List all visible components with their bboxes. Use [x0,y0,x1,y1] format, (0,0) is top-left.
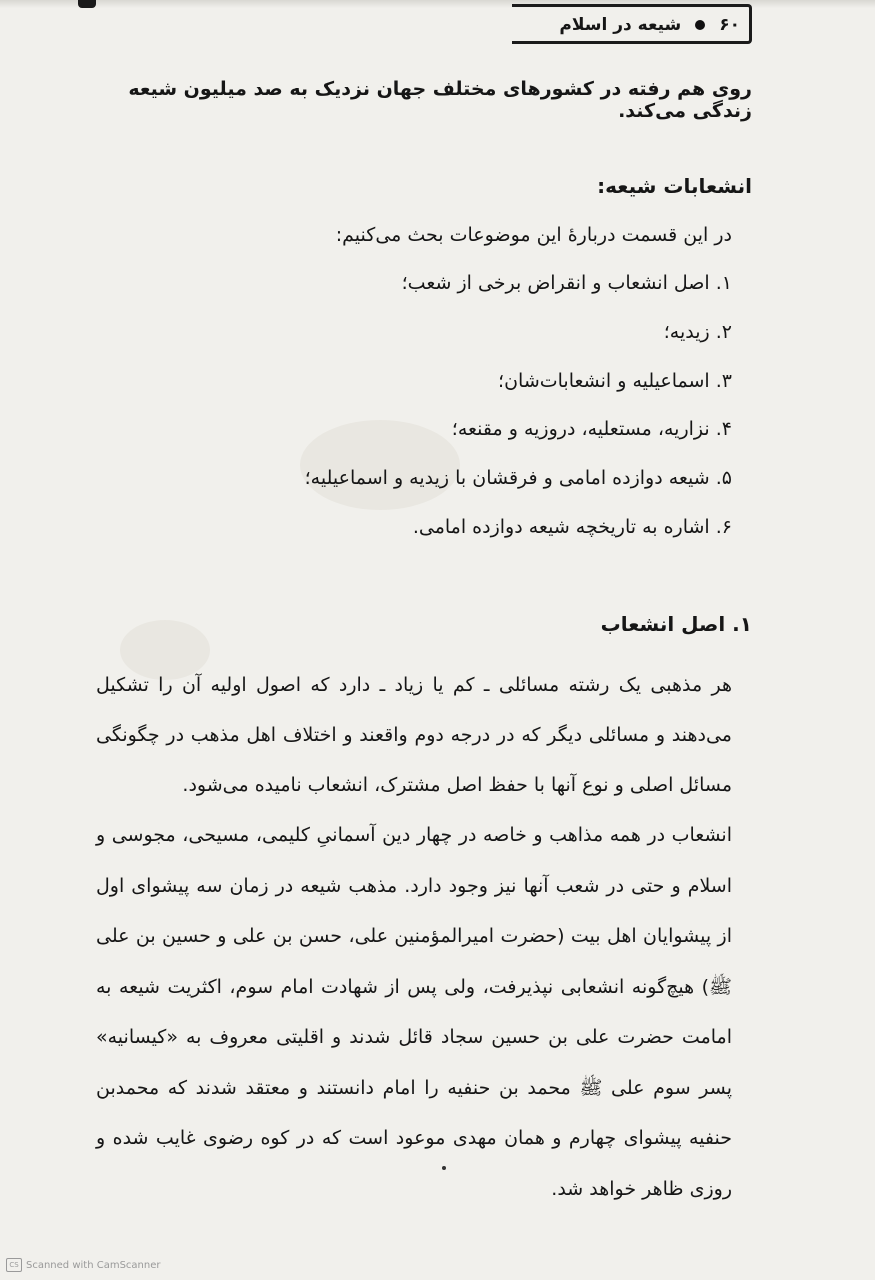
list-item: ۴. نزاریه، مستعلیه، دروزیه و مقنعه؛ [451,418,732,440]
subsection-title: ۱. اصل انشعاب [600,612,752,636]
paragraph-2: انشعاب در همه مذاهب و خاصه در چهار دین آسمانیِ کلیمی، مسیحی، مجوسی و اسلام و حتی در شعب آنها نیز وجود دارد. مذهب شیعه در زمان سه پیشوای اول از پیشوایان اهل بیت (حضرت امیرالمؤمنین علی، حسن بن علی و حسین بن علی ﷺ) هیچ‌گونه انشعابی نپذیرفت، ولی پس از شهادت امام سوم، اکثریت شیعه به امامت حضرت علی بن حسین سجاد قائل شدند و اقلیتی معروف به «کیسانیه» پسر سوم علی ﷺ محمد بن حنفیه را امام دانستند و معتقد شدند که محمدبن حنفیه پیشوای چهارم و همان مهدی موعود است که در کوه رضوی غایب شده و روزی ظاهر خواهد شد. [96,824,732,1200]
list-item: ۱. اصل انشعاب و انقراض برخی از شعب؛ [401,272,732,294]
watermark-text: Scanned with CamScanner [26,1259,161,1271]
list-item: ۳. اسماعیلیه و انشعابات‌شان؛ [498,370,732,392]
section-lead: در این قسمت دربارهٔ این موضوعات بحث می‌کنیم: [335,224,732,246]
list-item: ۵. شیعه دوازده امامی و فرقشان با زیدیه و اسماعیلیه؛ [304,467,732,489]
scanner-watermark [6,1258,161,1272]
book-title: شیعه در اسلام [559,15,682,35]
running-header [520,12,740,38]
page-corner-mark [78,0,96,8]
paragraph-1: هر مذهبی یک رشته مسائلی ـ کم یا زیاد ـ دارد که اصول اولیه آن را تشکیل می‌دهند و مسائلی دیگر که در درجه دوم واقعند و اختلاف اهل مذهب در چگونگی مسائل اصلی و نوع آنها با حفظ اصل مشترک، انشعاب نامیده می‌شود. [96,674,732,796]
camscanner-logo: CS [6,1258,22,1272]
section-title: انشعابات شیعه: [597,174,752,198]
page-number: ۶۰ [719,15,740,35]
header-bullet-icon [695,20,705,30]
ink-speck [442,1166,446,1170]
list-item: ۶. اشاره به تاریخچه شیعه دوازده امامی. [412,516,732,538]
intro-line: روی هم رفته در کشورهای مختلف جهان نزدیک به صد میلیون شیعه زندگی می‌کند. [128,78,752,122]
list-item: ۲. زیدیه؛ [663,321,732,343]
